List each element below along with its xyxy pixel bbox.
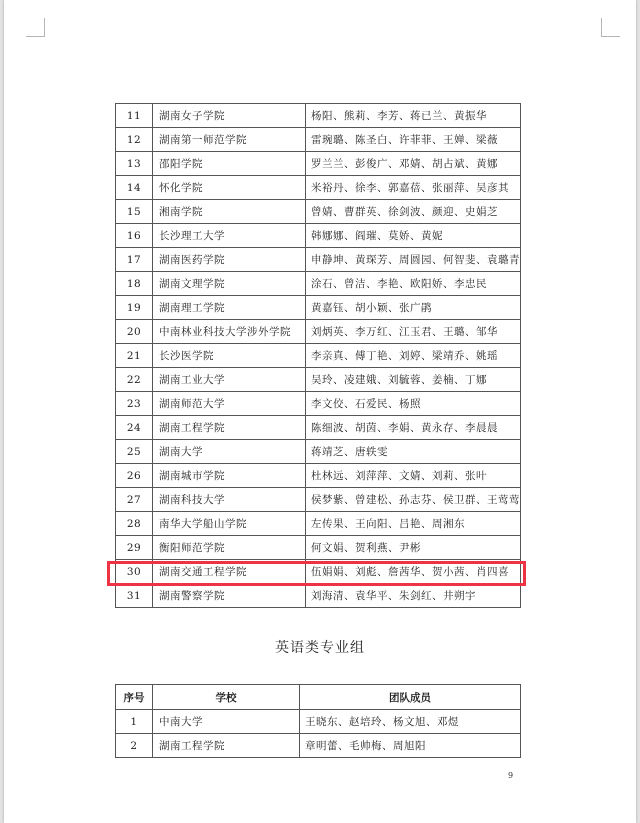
crop-mark-top-right <box>601 18 620 37</box>
team-members: 左传果、王向阳、吕艳、周湘东 <box>306 512 521 536</box>
row-index: 16 <box>116 224 153 248</box>
row-index: 15 <box>116 200 153 224</box>
row-index: 26 <box>116 464 153 488</box>
table-row <box>116 272 521 296</box>
team-members: 吴玲、凌建娥、刘毓蓉、姜楠、丁娜 <box>306 368 521 392</box>
school-name: 湖南大学 <box>153 440 306 464</box>
table-row <box>116 320 521 344</box>
school-name: 湖南理工学院 <box>153 296 306 320</box>
school-name: 中南林业科技大学涉外学院 <box>153 320 306 344</box>
team-members: 刘炳英、李万红、江玉君、王璐、邹华 <box>306 320 521 344</box>
school-name: 长沙理工大学 <box>153 224 306 248</box>
team-members: 蒋靖芝、唐轶雯 <box>306 440 521 464</box>
team-members: 涂石、曾洁、李艳、欧阳娇、李忠民 <box>306 272 521 296</box>
row-index: 18 <box>116 272 153 296</box>
school-name: 长沙医学院 <box>153 344 306 368</box>
team-members: 韩娜娜、阎璀、莫娇、黄妮 <box>306 224 521 248</box>
row-index: 17 <box>116 248 153 272</box>
page-number: 9 <box>508 771 514 780</box>
school-name: 湘南学院 <box>153 200 306 224</box>
english-group-table <box>115 684 521 758</box>
table-row <box>116 392 521 416</box>
team-members: 刘海清、袁华平、朱剑红、井朔宇 <box>306 584 521 608</box>
team-members: 罗兰兰、彭俊广、邓婧、胡占斌、黄娜 <box>306 152 521 176</box>
school-name: 衡阳师范学院 <box>153 536 306 560</box>
school-name: 湖南医药学院 <box>153 248 306 272</box>
table-header-row <box>116 685 521 710</box>
row-index: 22 <box>116 368 153 392</box>
team-members: 李文佼、石爱民、杨照 <box>306 392 521 416</box>
school-name: 中南大学 <box>153 710 300 734</box>
team-members: 何文娟、贺利燕、尹彬 <box>306 536 521 560</box>
school-name: 怀化学院 <box>153 176 306 200</box>
team-members: 杨阳、熊莉、李芳、蒋已兰、黄振华 <box>306 104 521 128</box>
row-index: 14 <box>116 176 153 200</box>
header-members: 团队成员 <box>300 685 521 710</box>
school-name: 南华大学船山学院 <box>153 512 306 536</box>
table-row <box>116 416 521 440</box>
table-row <box>116 248 521 272</box>
school-name: 湖南科技大学 <box>153 488 306 512</box>
team-members: 李亲真、傅丁艳、刘婷、梁靖乔、姚瑶 <box>306 344 521 368</box>
team-members: 曾婧、曹群英、徐剑波、颜迎、史娟芝 <box>306 200 521 224</box>
table-row <box>116 710 521 734</box>
table-row <box>116 344 521 368</box>
school-name: 邵阳学院 <box>153 152 306 176</box>
table-row <box>116 734 521 758</box>
row-index: 12 <box>116 128 153 152</box>
table-row <box>116 296 521 320</box>
team-members: 黄嘉钰、胡小颖、张广鹃 <box>306 296 521 320</box>
table-row <box>116 464 521 488</box>
header-index: 序号 <box>116 685 153 710</box>
school-name: 湖南工程学院 <box>153 416 306 440</box>
table-row <box>116 104 521 128</box>
school-name: 湖南工程学院 <box>153 734 300 758</box>
award-team-table <box>115 103 521 608</box>
row-index: 21 <box>116 344 153 368</box>
school-name: 湖南城市学院 <box>153 464 306 488</box>
row-index: 2 <box>116 734 153 758</box>
table-row <box>116 488 521 512</box>
award-team-table-body <box>116 104 521 608</box>
school-name: 湖南警察学院 <box>153 584 306 608</box>
table-row <box>116 368 521 392</box>
table-row <box>116 224 521 248</box>
table-row <box>116 560 521 584</box>
school-name: 湖南师范大学 <box>153 392 306 416</box>
row-index: 27 <box>116 488 153 512</box>
table-row <box>116 584 521 608</box>
table-row <box>116 440 521 464</box>
header-school: 学校 <box>153 685 300 710</box>
row-index: 20 <box>116 320 153 344</box>
row-index: 19 <box>116 296 153 320</box>
team-members: 雷琬璐、陈圣白、许菲菲、王婵、梁薇 <box>306 128 521 152</box>
row-index: 30 <box>116 560 153 584</box>
school-name: 湖南文理学院 <box>153 272 306 296</box>
team-members: 伍娟娟、刘彪、詹茜华、贺小茜、肖四喜 <box>306 560 521 584</box>
school-name: 湖南工业大学 <box>153 368 306 392</box>
team-members: 申静坤、黄琛芳、周圆园、何智斐、袁璐青 <box>306 248 521 272</box>
row-index: 25 <box>116 440 153 464</box>
table-row <box>116 536 521 560</box>
school-name: 湖南女子学院 <box>153 104 306 128</box>
table-row <box>116 176 521 200</box>
section-title: 英语类专业组 <box>275 640 365 656</box>
table-row <box>116 512 521 536</box>
row-index: 28 <box>116 512 153 536</box>
row-index: 1 <box>116 710 153 734</box>
team-members: 侯梦紫、曾建松、孙志芬、侯卫群、王莺莺 <box>306 488 521 512</box>
table-row <box>116 152 521 176</box>
row-index: 13 <box>116 152 153 176</box>
team-members: 米裕丹、徐李、郭嘉蓓、张丽萍、吴彦其 <box>306 176 521 200</box>
row-index: 31 <box>116 584 153 608</box>
school-name: 湖南第一师范学院 <box>153 128 306 152</box>
row-index: 29 <box>116 536 153 560</box>
english-group-table-body <box>116 710 521 758</box>
team-members: 章明蕾、毛帅梅、周旭阳 <box>300 734 521 758</box>
row-index: 24 <box>116 416 153 440</box>
row-index: 23 <box>116 392 153 416</box>
team-members: 杜林远、刘萍萍、文婧、刘莉、张叶 <box>306 464 521 488</box>
table-row <box>116 200 521 224</box>
team-members: 陈细波、胡茵、李娟、黄永存、李晨晨 <box>306 416 521 440</box>
team-members: 王晓东、赵培玲、杨文旭、邓煜 <box>300 710 521 734</box>
row-index: 11 <box>116 104 153 128</box>
school-name: 湖南交通工程学院 <box>153 560 306 584</box>
table-row <box>116 128 521 152</box>
crop-mark-top-left <box>26 18 45 37</box>
